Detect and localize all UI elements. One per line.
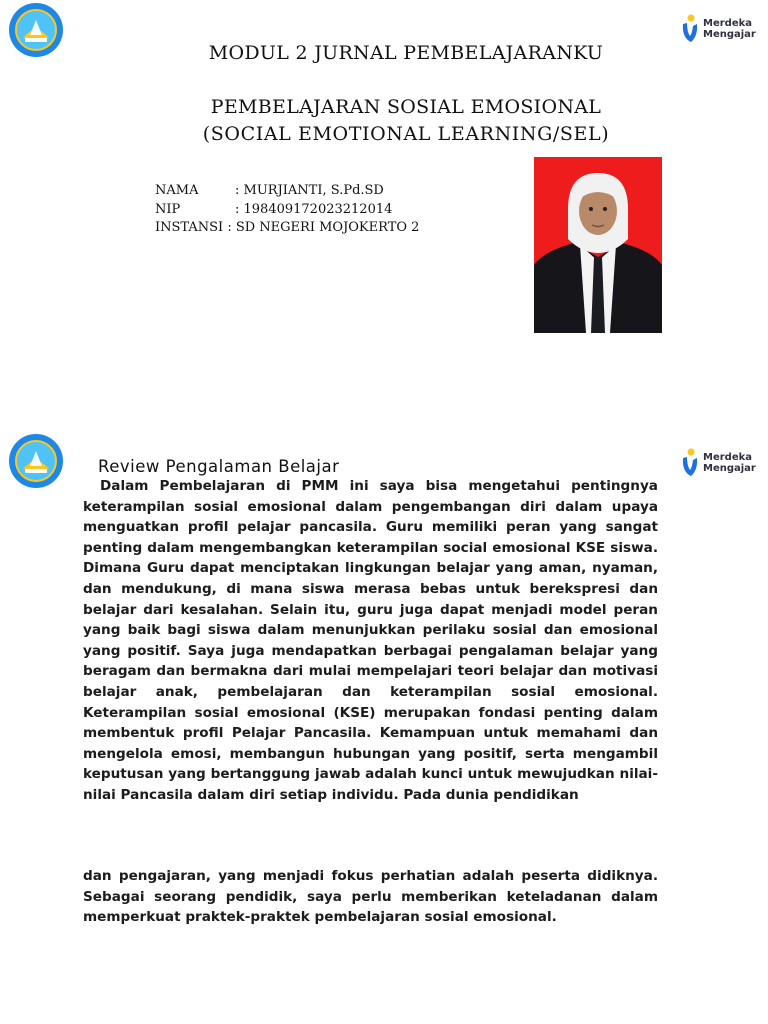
review-title: Review Pengalaman Belajar bbox=[98, 457, 340, 476]
merdeka-mengajar-logo bbox=[680, 14, 756, 44]
merdeka-mengajar-logo-2 bbox=[680, 448, 756, 478]
review-paragraph-1-text: Dalam Pembelajaran di PMM ini saya bisa mengetahui pentingnya keterampilan sosial emosional dalam pengembangan diri dalam upaya menguatkan profil pelajar pancasila. Guru memiliki peran yang sangat penting dalam mengembangkan keterampilan social emosional KSE siswa. Dimana Guru dapat menciptakan lingkungan belajar yang aman, nyaman, dan mendukung, di mana siswa merasa bebas untuk berekspresi dan belajar dari kesalahan. Selain itu, guru juga dapat menjadi model peran yang baik bagi siswa dalam menunjukkan perilaku sosial dan emosional yang positif. Saya juga mendapatkan berbagai pengalaman belajar yang beragam dan bermakna dari mulai mempelajari teori belajar dan motivasi belajar anak, pembelajaran dan keterampilan sosial emosional. Keterampilan sosial emosional (KSE) merupakan fondasi penting dalam membentuk profil Pelajar Pancasila. Kemampuan untuk memahami dan mengelola emosi, membangun hubungan yang positif, serta mengambil keputusan yang bertanggung jawab adalah kunci untuk mewujudkan nilai-nilai Pancasila dalam diri setiap individu. Pada dunia pendidikan bbox=[83, 478, 658, 803]
merdeka-mengajar-icon bbox=[680, 14, 700, 44]
review-paragraph-2 bbox=[83, 866, 658, 928]
instansi-value: : SD NEGERI MOJOKERTO 2 bbox=[227, 220, 420, 235]
merdeka-label: Merdeka bbox=[703, 452, 753, 463]
nip-value: : 198409172023212014 bbox=[235, 202, 393, 217]
merdeka-label: Merdeka bbox=[703, 18, 753, 29]
tut-wuri-handayani-logo-2 bbox=[8, 433, 64, 494]
page-title: MODUL 2 JURNAL PEMBELAJARANKU bbox=[208, 42, 604, 64]
review-paragraph-1 bbox=[83, 476, 658, 806]
nip-label: NIP bbox=[155, 202, 181, 217]
identity-nip-row bbox=[155, 202, 392, 217]
review-paragraph-2-text: dan pengajaran, yang menjadi fokus perhatian adalah peserta didiknya. Sebagai seorang pendidik, saya perlu memberikan keteladanan dalam memperkuat praktek-praktek pembelajaran sosial emosional. bbox=[83, 868, 658, 926]
page-subtitle-line2: (SOCIAL EMOTIONAL LEARNING/SEL) bbox=[202, 123, 610, 145]
profile-photo bbox=[534, 157, 662, 333]
identity-instansi-row bbox=[155, 220, 419, 235]
identity-name-row bbox=[155, 183, 384, 198]
page-subtitle-line1: PEMBELAJARAN SOSIAL EMOSIONAL bbox=[210, 96, 602, 118]
merdeka-mengajar-icon bbox=[680, 448, 700, 478]
mengajar-label: Mengajar bbox=[703, 29, 756, 40]
tut-wuri-handayani-icon bbox=[8, 433, 64, 489]
mengajar-label: Mengajar bbox=[703, 463, 756, 474]
instansi-label: INSTANSI bbox=[155, 220, 224, 235]
name-label: NAMA bbox=[155, 183, 199, 198]
name-value: : MURJIANTI, S.Pd.SD bbox=[235, 183, 384, 198]
person-portrait-icon bbox=[534, 157, 662, 333]
